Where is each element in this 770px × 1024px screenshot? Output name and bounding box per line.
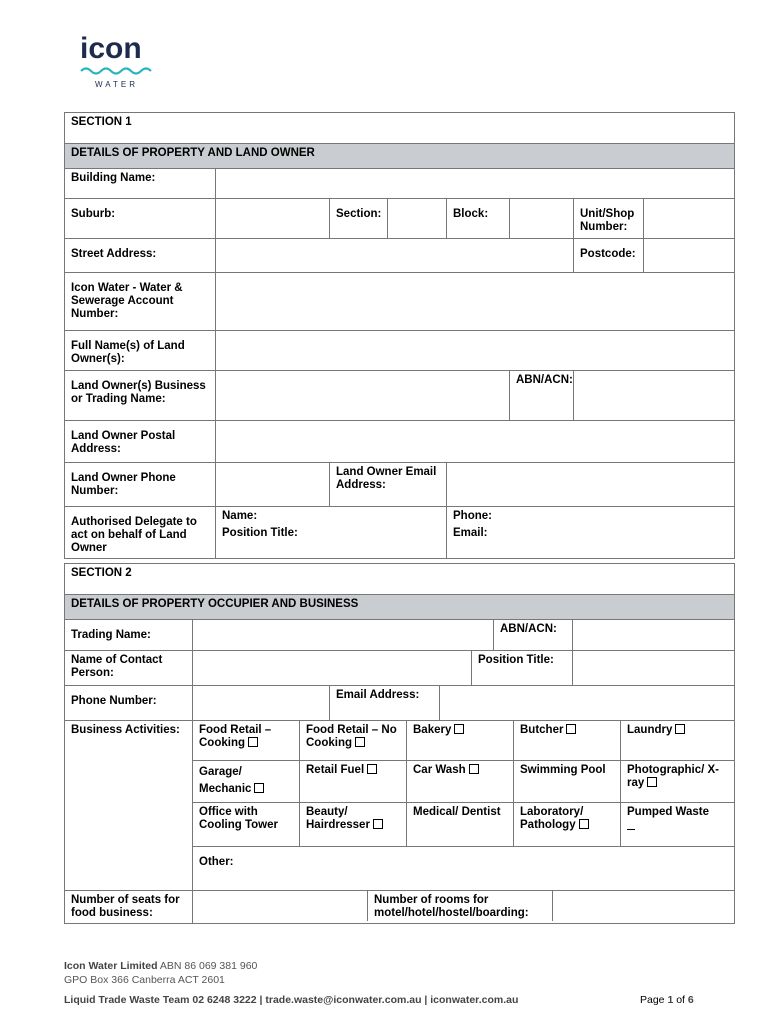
activity-laboratory[interactable]	[514, 803, 621, 847]
delegate-label: Authorised Delegate to act on behalf of Land Owner	[65, 507, 216, 559]
email-address-label: Land Owner Email Address:	[330, 463, 447, 507]
checkbox-icon[interactable]	[566, 724, 576, 734]
abn-acn-field[interactable]	[573, 620, 734, 650]
activity-butcher[interactable]	[514, 721, 621, 761]
postal-address-label: Land Owner Postal Address:	[65, 421, 216, 463]
abn-acn-label: ABN/ACN:	[494, 620, 573, 650]
section-label: Section:	[330, 199, 388, 239]
checkbox-icon[interactable]	[373, 819, 383, 829]
footer-po-box: GPO Box 366 Canberra ACT 2601	[64, 974, 225, 986]
checkbox-icon[interactable]	[355, 737, 365, 747]
checkbox-icon[interactable]	[454, 724, 464, 734]
postal-address-field[interactable]	[216, 421, 735, 463]
full-names-label: Full Name(s) of Land Owner(s):	[65, 331, 216, 371]
activity-retail-fuel[interactable]	[300, 761, 407, 803]
email-address-field[interactable]	[447, 463, 735, 507]
phone-number-field[interactable]	[193, 686, 330, 720]
phone-email-row	[193, 686, 735, 721]
business-name-label: Land Owner(s) Business or Trading Name:	[65, 371, 216, 421]
email-address-field[interactable]	[440, 686, 734, 720]
checkbox-icon[interactable]	[675, 724, 685, 734]
footer-contact: Liquid Trade Waste Team 02 6248 3222 | trade.waste@iconwater.com.au | iconwater.com.au	[64, 994, 519, 1006]
logo-subtitle: WATER	[95, 80, 138, 89]
phone-number-label: Phone Number:	[65, 686, 193, 721]
car-wash-label: Car Wash	[413, 764, 466, 776]
block-field[interactable]	[510, 199, 574, 239]
checkbox-icon[interactable]	[367, 764, 377, 774]
swimming-pool-label: Swimming Pool	[520, 764, 606, 776]
trading-name-field[interactable]	[193, 620, 494, 650]
food-cooking-label: Food Retail – Cooking	[199, 724, 272, 749]
seats-rooms-row	[193, 891, 735, 924]
position-title-field[interactable]	[573, 651, 734, 685]
delegate-email-label: Email:	[453, 527, 488, 539]
bakery-label: Bakery	[413, 724, 452, 736]
trading-name-label: Trading Name:	[65, 620, 193, 651]
other-label: Other:	[199, 856, 234, 868]
delegate-position-label: Position Title:	[222, 527, 298, 539]
position-title-label: Position Title:	[472, 651, 573, 685]
activity-food-no-cooking[interactable]	[300, 721, 407, 761]
abn-acn-field[interactable]	[574, 371, 735, 421]
checkbox-icon[interactable]	[579, 819, 589, 829]
activity-medical[interactable]	[407, 803, 514, 847]
activity-pumped-waste[interactable]	[621, 803, 735, 847]
unit-shop-field[interactable]	[644, 199, 735, 239]
postcode-label: Postcode:	[574, 239, 644, 273]
retail-fuel-label: Retail Fuel	[306, 764, 365, 776]
pumped-waste-label: Pumped Waste	[627, 806, 710, 818]
section2-title: SECTION 2	[65, 564, 735, 595]
contact-person-row	[193, 651, 735, 686]
seats-field[interactable]	[193, 891, 368, 921]
contact-person-field[interactable]	[193, 651, 472, 685]
garage-label: Garage/ Mechanic	[199, 766, 252, 795]
section2-heading: DETAILS OF PROPERTY OCCUPIER AND BUSINESS	[65, 595, 735, 620]
food-no-cooking-label: Food Retail – No Cooking	[306, 724, 397, 749]
page-label: Page	[640, 994, 665, 1006]
email-address-label: Email Address:	[330, 686, 440, 720]
pumped-waste-blank[interactable]	[627, 819, 635, 830]
page-current: 1	[667, 994, 674, 1006]
postcode-field[interactable]	[644, 239, 735, 273]
delegate-phone-label: Phone:	[453, 510, 492, 522]
section1-title: SECTION 1	[65, 113, 735, 144]
wave-icon	[80, 66, 152, 76]
street-address-field[interactable]	[216, 239, 574, 273]
contact-person-label: Name of Contact Person:	[65, 651, 193, 686]
section-field[interactable]	[388, 199, 447, 239]
footer-abn: ABN 86 069 381 960	[159, 960, 258, 972]
checkbox-icon[interactable]	[647, 777, 657, 787]
other-field[interactable]	[193, 847, 735, 891]
suburb-label: Suburb:	[65, 199, 216, 239]
trading-name-row	[193, 620, 735, 651]
account-number-label: Icon Water - Water & Sewerage Account Number:	[65, 273, 216, 331]
building-name-field[interactable]	[216, 169, 735, 199]
activity-office-cooling[interactable]	[193, 803, 300, 847]
office-cooling-label: Office with Cooling Tower	[199, 806, 279, 831]
activity-photographic[interactable]	[621, 761, 735, 803]
activity-swimming-pool[interactable]	[514, 761, 621, 803]
block-label: Block:	[447, 199, 510, 239]
checkbox-icon[interactable]	[254, 783, 264, 793]
activity-car-wash[interactable]	[407, 761, 514, 803]
activity-beauty[interactable]	[300, 803, 407, 847]
unit-shop-label: Unit/Shop Number:	[574, 199, 644, 239]
activity-bakery[interactable]	[407, 721, 514, 761]
footer-company: Icon Water Limited	[64, 960, 158, 972]
section2-table	[64, 563, 735, 924]
rooms-field[interactable]	[553, 891, 734, 921]
butcher-label: Butcher	[520, 724, 564, 736]
full-names-field[interactable]	[216, 331, 735, 371]
checkbox-icon[interactable]	[469, 764, 479, 774]
activity-laundry[interactable]	[621, 721, 735, 761]
page-total: 6	[687, 994, 694, 1006]
phone-number-label: Land Owner Phone Number:	[65, 463, 216, 507]
abn-acn-label: ABN/ACN:	[510, 371, 574, 421]
suburb-field[interactable]	[216, 199, 330, 239]
laundry-label: Laundry	[627, 724, 673, 736]
page-of: of	[676, 994, 685, 1006]
logo-word: icon	[80, 32, 142, 65]
section1-heading: DETAILS OF PROPERTY AND LAND OWNER	[65, 144, 735, 169]
building-name-label: Building Name:	[65, 169, 216, 199]
beauty-label: Beauty/ Hairdresser	[306, 806, 370, 831]
photographic-label: Photographic/ X-ray	[627, 764, 719, 789]
business-name-field[interactable]	[216, 371, 510, 421]
activity-garage[interactable]	[193, 761, 300, 803]
street-address-label: Street Address:	[65, 239, 216, 273]
delegate-phone-email-field[interactable]	[447, 507, 735, 559]
business-activities-label: Business Activities:	[65, 721, 193, 891]
section1-table	[64, 112, 735, 559]
rooms-label: Number of rooms for motel/hotel/hostel/boarding:	[368, 891, 553, 921]
phone-number-field[interactable]	[216, 463, 330, 507]
delegate-name-label: Name:	[222, 510, 258, 522]
icon-water-logo	[80, 34, 152, 90]
medical-label: Medical/ Dentist	[413, 806, 501, 818]
activity-food-cooking[interactable]	[193, 721, 300, 761]
footer-company-line	[64, 960, 257, 972]
account-number-field[interactable]	[216, 273, 735, 331]
checkbox-icon[interactable]	[248, 737, 258, 747]
seats-label: Number of seats for food business:	[65, 891, 193, 924]
laboratory-label: Laboratory/ Pathology	[520, 806, 584, 831]
footer-page-number	[640, 994, 694, 1006]
delegate-name-position-field[interactable]	[216, 507, 447, 559]
